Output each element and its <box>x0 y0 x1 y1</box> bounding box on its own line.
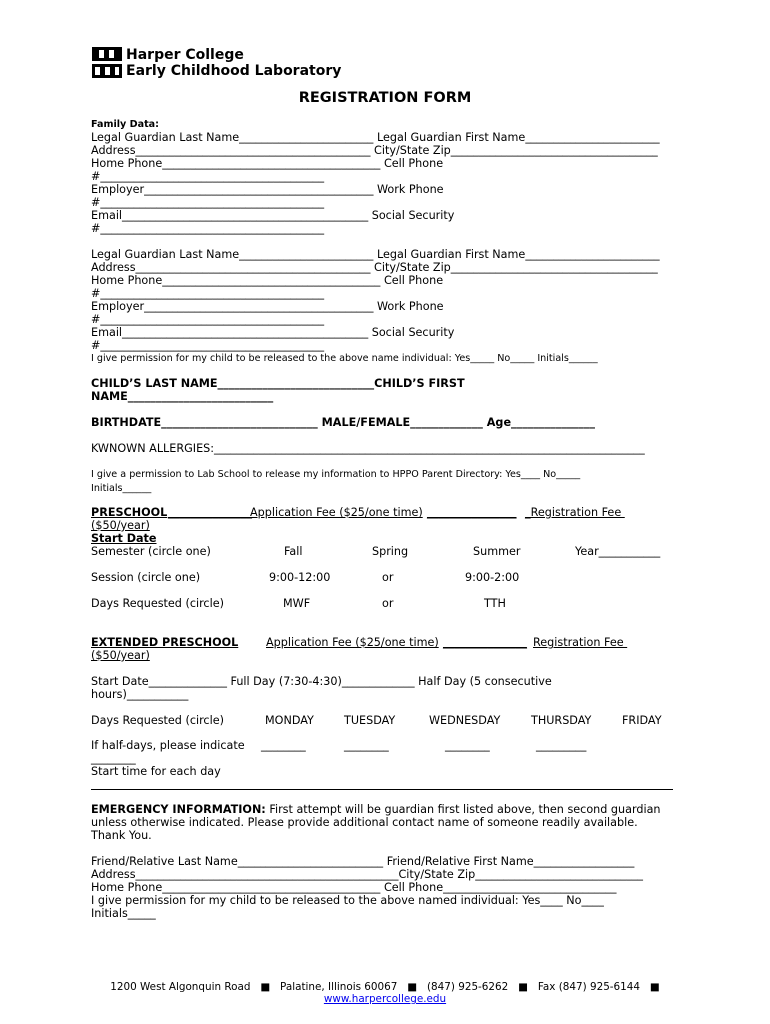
extended-start-line: Start Date______________ Full Day (7:30-4:30)_____________ Half Day (5 consecutive <box>91 675 552 688</box>
child-name-line-cont: NAME__________________________ <box>91 390 274 403</box>
guardian2-line: Legal Guardian Last Name________________________ Legal Guardian First Name________________________ <box>91 248 660 261</box>
preschool-reg-fee: _Registration Fee <box>525 506 625 519</box>
lab-name: Early Childhood Laboratory <box>126 63 342 79</box>
guardian2-line: Home Phone_______________________________________ Cell Phone <box>91 274 444 287</box>
release-permission: I give permission for my child to be released to the above name individual: Yes_____ No_____ Initials______ <box>91 353 598 364</box>
guardian1-line: Address__________________________________________ City/State Zip_____________________________________ <box>91 144 658 157</box>
days-label: Days Requested (circle) <box>91 597 224 610</box>
extended-heading: EXTENDED PRESCHOOL <box>91 636 239 649</box>
guardian2-line: Email____________________________________________ Social Security <box>91 326 455 339</box>
extended-app-fee: Application Fee ($25/one time) <box>266 636 439 649</box>
harper-college-logo <box>92 47 122 78</box>
child-name-line: CHILD’S LAST NAME____________________________CHILD’S FIRST <box>91 377 465 390</box>
semester-option: Year___________ <box>575 545 661 558</box>
day-option: MONDAY <box>265 714 314 727</box>
session-label: Session (circle one) <box>91 571 201 584</box>
extended-days-label: Days Requested (circle) <box>91 714 224 727</box>
emergency-thanks: Thank You. <box>91 829 152 842</box>
emergency-line: Friend/Relative Last Name__________________________ Friend/Relative First Name__________________ <box>91 855 635 868</box>
emergency-text-cont: unless otherwise indicated. Please provide additional contact name of someone readily available. <box>91 816 638 829</box>
session-option: or <box>382 571 394 584</box>
emergency-line: Initials_____ <box>91 907 156 920</box>
half-day-blank-cont: ________ <box>91 752 136 765</box>
start-time-label: Start time for each day <box>91 765 221 778</box>
emergency-heading: EMERGENCY INFORMATION: <box>91 803 266 816</box>
college-name: Harper College <box>126 47 244 63</box>
guardian1-line: Home Phone_______________________________________ Cell Phone <box>91 157 444 170</box>
footer-address: 1200 West Algonquin Road ■ Palatine, Illinois 60067 ■ (847) 925-6262 ■ Fax (847) 925-6144 ■ <box>110 981 660 993</box>
guardian1-line: Email____________________________________________ Social Security <box>91 209 455 222</box>
half-day-blank: ________ <box>261 739 306 752</box>
guardian1-line: Legal Guardian Last Name________________________ Legal Guardian First Name________________________ <box>91 131 660 144</box>
emergency-line: Address_______________________________________________City/State Zip______________________________ <box>91 868 644 881</box>
emergency-text: First attempt will be guardian first listed above, then second guardian <box>265 803 661 816</box>
day-option: FRIDAY <box>622 714 662 727</box>
directory-permission: I give a permission to Lab School to release my information to HPPO Parent Directory: Yes____ No_____ <box>91 469 581 480</box>
semester-option: Spring <box>372 545 409 558</box>
guardian1-line: #________________________________________ <box>91 222 325 235</box>
family-heading: Family Data: <box>91 119 159 130</box>
half-days-label: If half-days, please indicate <box>91 739 245 752</box>
day-option: TUESDAY <box>344 714 396 727</box>
guardian2-line: Employer_________________________________________ Work Phone <box>91 300 444 313</box>
days-option: or <box>382 597 394 610</box>
semester-option: Summer <box>473 545 521 558</box>
days-option: MWF <box>283 597 311 610</box>
birthdate-line: BIRTHDATE____________________________ MALE/FEMALE_____________ Age_______________ <box>91 416 595 429</box>
session-option: 9:00-2:00 <box>465 571 520 584</box>
extended-reg-fee-cont: ($50/year) <box>91 649 150 662</box>
preschool-app-fee-fill: ________________ <box>427 506 517 519</box>
guardian2-line: Address__________________________________________ City/State Zip_____________________________________ <box>91 261 658 274</box>
guardian2-line: #________________________________________ <box>91 313 325 326</box>
guardian1-line: #________________________________________ <box>91 196 325 209</box>
guardian2-line: #________________________________________ <box>91 339 325 352</box>
half-day-blank: ________ <box>344 739 389 752</box>
emergency-intro <box>91 803 661 816</box>
emergency-line: Home Phone_______________________________________ Cell Phone_______________________________ <box>91 881 617 894</box>
extended-start-line-cont: hours)___________ <box>91 688 189 701</box>
extended-app-fee-fill: _______________ <box>443 636 527 649</box>
allergies-line: KWNOWN ALLERGIES:_____________________________________________________________________________ <box>91 442 645 455</box>
section-divider <box>91 789 673 790</box>
preschool-reg-fee-cont: ($50/year) <box>91 519 150 532</box>
guardian2-line: #________________________________________ <box>91 287 325 300</box>
semester-label: Semester (circle one) <box>91 545 211 558</box>
preschool-heading: PRESCHOOL <box>91 506 168 519</box>
website-link[interactable]: www.harpercollege.edu <box>323 993 447 1005</box>
form-title: REGISTRATION FORM <box>298 90 472 106</box>
preschool-heading-fill: _______________ <box>168 506 252 519</box>
days-option: TTH <box>484 597 506 610</box>
half-day-blank: _________ <box>536 739 587 752</box>
day-option: WEDNESDAY <box>429 714 501 727</box>
directory-initials: Initials______ <box>91 483 152 494</box>
emergency-line: I give permission for my child to be released to the above named individual: Yes____ No____ <box>91 894 604 907</box>
day-option: THURSDAY <box>531 714 592 727</box>
preschool-app-fee: Application Fee ($25/one time) <box>250 506 423 519</box>
session-option: 9:00-12:00 <box>269 571 331 584</box>
half-day-blank: ________ <box>445 739 490 752</box>
preschool-start-date: Start Date <box>91 532 157 545</box>
guardian1-line: Employer_________________________________________ Work Phone <box>91 183 444 196</box>
extended-reg-fee: Registration Fee <box>533 636 628 649</box>
guardian1-line: #________________________________________ <box>91 170 325 183</box>
semester-option: Fall <box>284 545 303 558</box>
